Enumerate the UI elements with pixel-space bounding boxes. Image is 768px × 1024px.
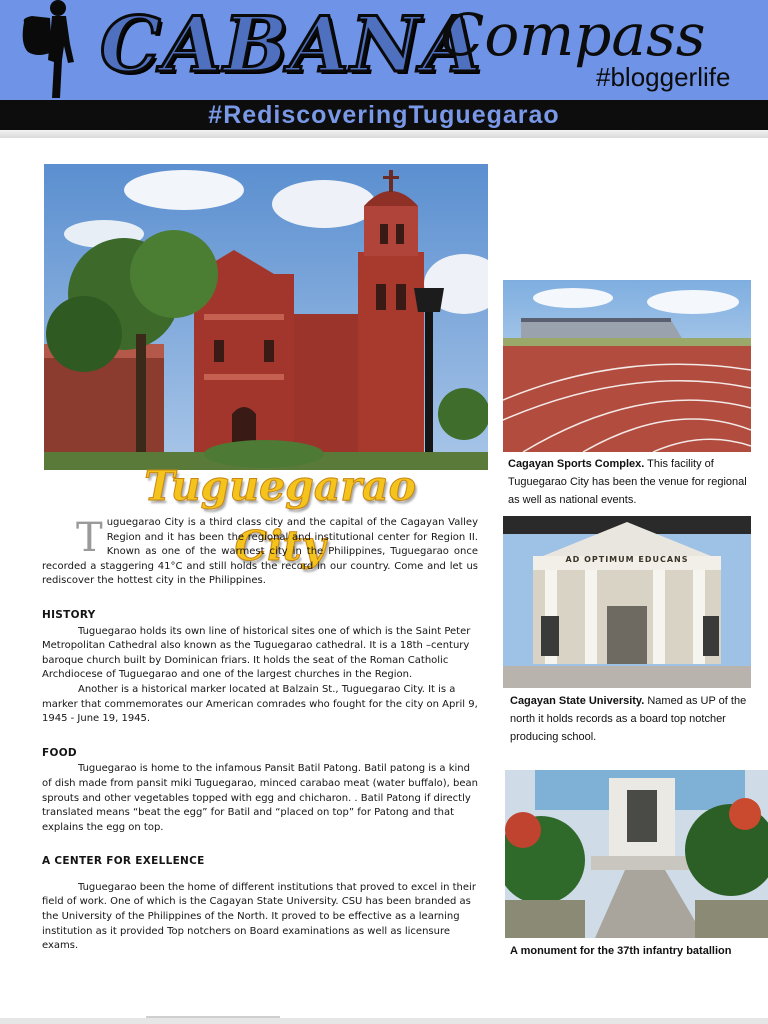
- food-paragraph: Tuguegarao is home to the infamous Pansit Batil Patong. Batil patong is a kind of dish made from pansit miki Tuguegarao, minced carabao meat (water buffalo), bean sprouts and other vegetables topped with egg and chicharon. . Batil Patong if directly translated means “beat the egg” for Batil and “placed on top” for Patong and that explains the egg on top.: [42, 763, 478, 833]
- banner-shadow: [0, 130, 768, 138]
- university-sign: AD OPTIMUM EDUCANS: [565, 555, 689, 564]
- monument-caption: A monument for the 37th infantry batallion: [510, 945, 732, 957]
- brand-title: CABANA: [100, 0, 484, 89]
- excellence-paragraph: Tuguegarao been the home of different institutions that proved to excel in their field of work. One of which is the Cagayan State University. CSU has been branded as the University of the Philippines of the North. It proved to be effective as a learning institution as it provided Top notchers on Board examinations as well as licensure exams.: [42, 881, 476, 952]
- drop-cap: T: [76, 515, 103, 561]
- footer-divider: [0, 1018, 768, 1024]
- university-photo: [503, 516, 751, 688]
- brand-tagline: #bloggerlife: [596, 62, 731, 92]
- footer-mark: [146, 1016, 280, 1018]
- history-paragraph-1: Tuguegarao holds its own line of historical sites one of which is the Saint Peter Metropolitan Cathedral also known as the Tuguegarao cathedral. It is a 18th –century baroque church built by Dominican friars. It holds the seat of the Roman Catholic Archdiocese of Tuguegarao and one of the largest churches in the Region.: [42, 625, 471, 681]
- stadium-caption-title: Cagayan Sports Complex.: [508, 458, 645, 470]
- hashtag-banner: #RediscoveringTuguegarao: [208, 101, 560, 129]
- university-caption: [510, 692, 754, 746]
- section-heading-excellence: A CENTER FOR EXELLENCE: [42, 855, 205, 868]
- stadium-caption: [508, 455, 754, 509]
- header-banner: [0, 0, 768, 140]
- section-heading-history: HISTORY: [42, 608, 96, 621]
- history-paragraph-2: Another is a historical marker located at Balzain St., Tuguegarao City. It is a marker that commemorates our American comrades who fought for the city on April 9, 1945 - June 19, 1945.: [42, 683, 478, 725]
- university-caption-title: Cagayan State University.: [510, 695, 645, 707]
- section-heading-food: FOOD: [42, 746, 77, 759]
- city-title: Tuguegarao City: [144, 462, 416, 570]
- intro-text: uguegarao City is a third class city and the capital of the Cagayan Valley Region and it has been the regional and institutional center for Region II. Known as one of the warmest city in the Philippines, Tuguegarao once recorded a staggering 41°C and still holds the record in our country. Come and let us rediscover the hottest city in the Philippines.: [42, 517, 478, 587]
- cathedral-photo: [44, 164, 488, 470]
- brand-script-title: Compass: [440, 1, 706, 69]
- stadium-photo: [503, 280, 751, 452]
- monument-photo: [505, 770, 768, 938]
- hiker-silhouette-icon: [18, 0, 80, 98]
- university-caption-text: Named as UP of the north it holds records as a board top notcher producing school.: [510, 695, 747, 743]
- intro-paragraph: [42, 516, 478, 589]
- stadium-caption-text: This facility of Tuguegarao City has been the venue for regional as well as national events.: [508, 458, 747, 506]
- article-body: [42, 516, 478, 954]
